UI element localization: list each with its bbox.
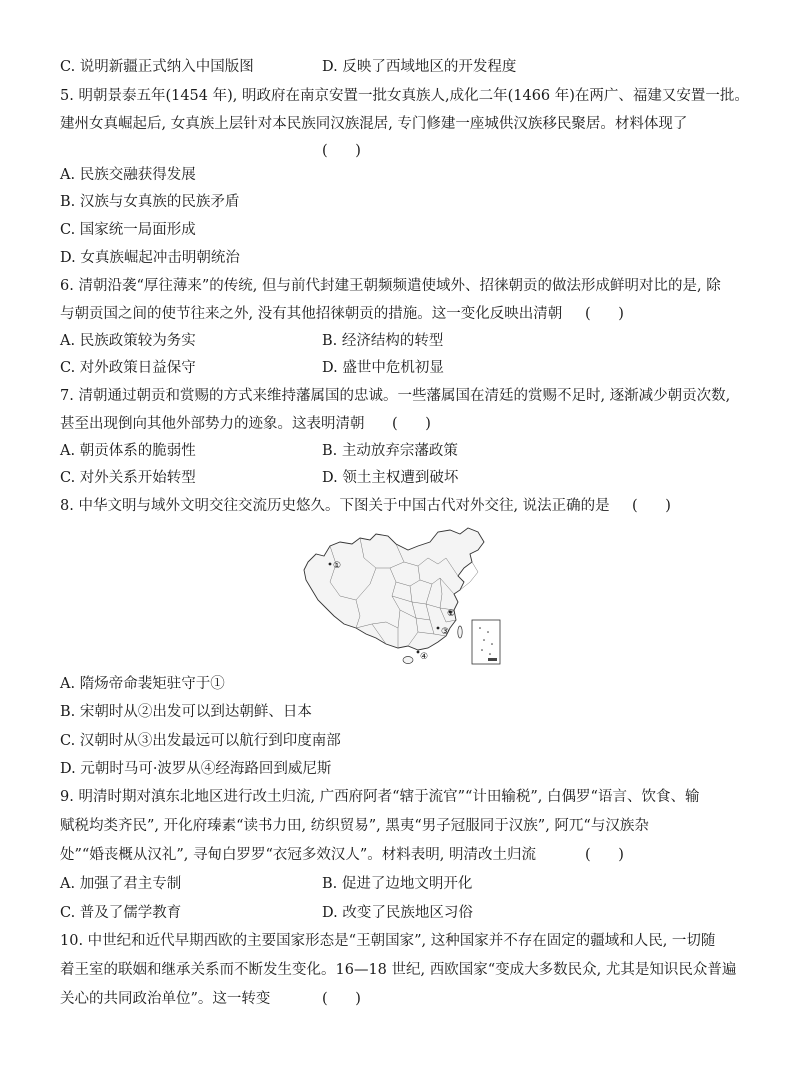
south-china-sea-inset (472, 620, 500, 664)
q7-option-a: A. 朝贡体系的脆弱性 (60, 443, 196, 459)
marker-dot-1 (329, 563, 332, 566)
q6-answer-blank: ( ) (585, 306, 624, 322)
q6-stem-line1: 6. 清朝沿袭“厚往薄来”的传统, 但与前代封建王朝频频遣使域外、招徕朝贡的做法形成鲜明对比的是, 除 (60, 278, 721, 294)
q5-option-c: C. 国家统一局面形成 (60, 222, 196, 238)
q6-option-c: C. 对外政策日益保守 (60, 360, 196, 376)
q5-stem-line2: 建州女真崛起后, 女真族上层针对本民族同汉族混居, 专门修建一座城供汉族移民聚居。材料体现了 (60, 116, 688, 132)
q8-answer-blank: ( ) (632, 498, 671, 514)
q7-stem-line1: 7. 清朝通过朝贡和赏赐的方式来维持藩属国的忠诚。一些藩属国在清廷的赏赐不足时, 逐渐减少朝贡次数, (60, 388, 731, 404)
china-outline-map (300, 524, 504, 670)
q9-stem-line1: 9. 明清时期对滇东北地区进行改土归流, 广西府阿者“辖于流官”“计田输税”, 白偶罗“语言、饮食、输 (60, 789, 700, 805)
q10-stem-line3: 关心的共同政治单位”。这一转变 (60, 991, 271, 1007)
q9-option-b: B. 促进了边地文明开化 (322, 876, 473, 892)
q6-option-d: D. 盛世中危机初显 (322, 360, 444, 376)
q9-option-c: C. 普及了儒学教育 (60, 905, 182, 921)
q8-option-c: C. 汉朝时从③出发最远可以航行到印度南部 (60, 733, 341, 749)
q9-option-d: D. 改变了民族地区习俗 (322, 905, 473, 921)
q6-option-b: B. 经济结构的转型 (322, 333, 444, 349)
q8-stem-line1: 8. 中华文明与域外文明交往交流历史悠久。下图关于中国古代对外交往, 说法正确的是 (60, 498, 610, 514)
map-marker-2: ② (447, 609, 456, 619)
q8-option-d: D. 元朝时马可·波罗从④经海路回到威尼斯 (60, 761, 332, 777)
q5-option-d: D. 女真族崛起冲击明朝统治 (60, 250, 240, 266)
q7-option-b: B. 主动放弃宗藩政策 (322, 443, 458, 459)
q9-answer-blank: ( ) (585, 847, 624, 863)
q5-option-b: B. 汉族与女真族的民族矛盾 (60, 194, 240, 210)
q9-option-a: A. 加强了君主专制 (60, 876, 182, 892)
taiwan-island (458, 626, 462, 638)
q6-option-a: A. 民族政策较为务实 (60, 333, 196, 349)
hainan-island (403, 657, 413, 664)
q10-answer-blank: ( ) (322, 991, 361, 1007)
q4-option-c: C. 说明新疆正式纳入中国版图 (60, 59, 254, 75)
map-marker-3: ③ (441, 627, 450, 637)
map-marker-1: ① (333, 561, 342, 571)
q10-stem-line2: 着王室的联姻和继承关系而不断发生变化。16—18 世纪, 西欧国家“变成大多数民众, 尤其是知识民众普遍 (60, 962, 737, 978)
map-marker-4: ④ (420, 652, 429, 662)
q10-stem-line1: 10. 中世纪和近代早期西欧的主要国家形态是“王朝国家”, 这种国家并不存在固定的疆域和人民, 一切随 (60, 933, 716, 949)
q7-option-c: C. 对外关系开始转型 (60, 470, 196, 486)
q8-option-b: B. 宋朝时从②出发可以到达朝鲜、日本 (60, 704, 312, 720)
china-map-svg (300, 524, 504, 670)
q9-stem-line3: 处”“婚丧概从汉礼”, 寻甸白罗罗“衣冠多效汉人”。材料表明, 明清改土归流 (60, 847, 536, 863)
marker-dot-3 (437, 627, 440, 630)
q6-stem-line2: 与朝贡国之间的使节往来之外, 没有其他招徕朝贡的措施。这一变化反映出清朝 (60, 306, 563, 322)
q9-stem-line2: 赋税均类齐民”, 开化府瑧素“读书力田, 纺织贸易”, 黑夷“男子冠服同于汉族”, 阿兀“与汉族杂 (60, 818, 649, 834)
q7-stem-line2: 甚至出现倒向其他外部势力的迹象。这表明清朝 (60, 416, 365, 432)
q8-option-a: A. 隋炀帝命裴矩驻守于① (60, 676, 225, 692)
q7-option-d: D. 领土主权遭到破坏 (322, 470, 459, 486)
q5-stem-line1: 5. 明朝景泰五年(1454 年), 明政府在南京安置一批女真族人,成化二年(1466 年)在两广、福建又安置一批。 (60, 88, 749, 104)
marker-dot-4 (417, 651, 420, 654)
q5-answer-blank: ( ) (322, 143, 361, 159)
q4-option-d: D. 反映了西域地区的开发程度 (322, 59, 517, 75)
inset-scale-bar (488, 658, 497, 661)
q7-answer-blank: ( ) (392, 416, 431, 432)
q5-option-a: A. 民族交融获得发展 (60, 167, 196, 183)
